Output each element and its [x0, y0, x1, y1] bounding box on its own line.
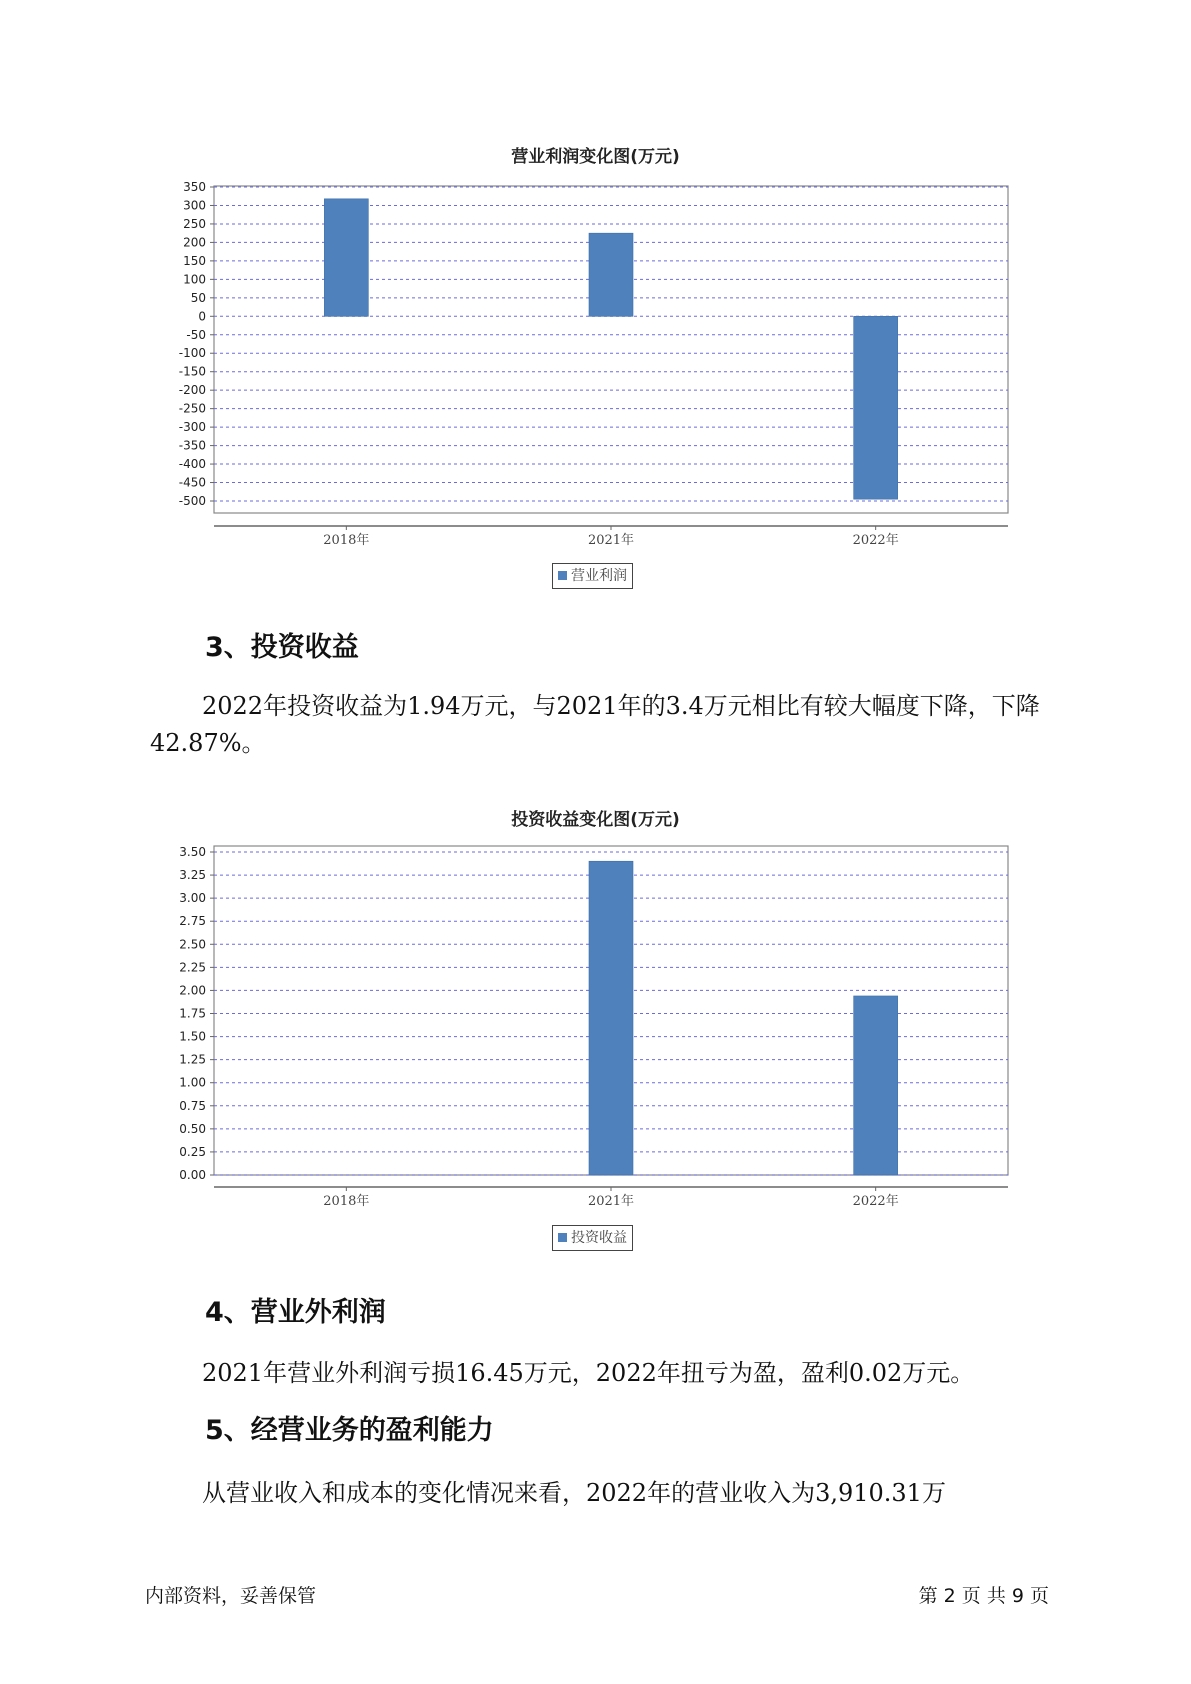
chart2-legend-label: 投资收益 — [571, 1230, 627, 1246]
y-tick-label: -50 — [186, 327, 206, 342]
y-tick-label: 0.50 — [179, 1121, 206, 1136]
x-tick-label: 2018年 — [323, 1194, 370, 1209]
legend-swatch — [558, 571, 567, 580]
bar — [854, 996, 898, 1175]
y-tick-label: 0 — [198, 309, 206, 324]
y-tick-label: 2.00 — [179, 983, 206, 998]
y-tick-label: 2.25 — [179, 960, 206, 975]
y-tick-label: -100 — [178, 346, 206, 361]
y-tick-label: 1.00 — [179, 1075, 206, 1090]
footer-confidential-note: 内部资料，妥善保管 — [145, 1585, 317, 1607]
y-tick-label: 350 — [183, 180, 206, 194]
legend-swatch — [558, 1233, 567, 1242]
chart1-area — [0, 170, 1191, 548]
y-tick-label: 200 — [183, 235, 206, 250]
investment-income-chart — [0, 838, 1191, 1209]
bar — [589, 861, 633, 1175]
chart2-legend — [552, 1225, 633, 1251]
y-tick-label: 1.50 — [179, 1029, 206, 1044]
chart1-legend-label: 营业利润 — [571, 568, 627, 584]
x-tick-label: 2021年 — [587, 533, 635, 548]
y-tick-label: -300 — [178, 420, 206, 435]
y-tick-label: 3.00 — [179, 891, 206, 906]
section-3-heading: 3、投资收益 — [205, 632, 359, 663]
y-tick-label: 0.75 — [179, 1098, 206, 1113]
y-tick-label: 0.00 — [179, 1168, 206, 1182]
y-tick-label: -200 — [178, 383, 206, 398]
x-tick-label: 2022年 — [852, 1194, 899, 1209]
x-tick-label: 2021年 — [587, 1194, 635, 1209]
bar — [324, 199, 368, 316]
chart1-legend — [552, 563, 633, 589]
x-tick-label: 2018年 — [323, 533, 370, 548]
section-5-paragraph: 从营业收入和成本的变化情况来看，2022年的营业收入为3,910.31万 — [202, 1479, 946, 1507]
section-4-paragraph: 2021年营业外利润亏损16.45万元，2022年扭亏为盈，盈利0.02万元。 — [202, 1359, 975, 1387]
y-tick-label: 300 — [183, 198, 206, 213]
y-tick-label: 3.50 — [179, 845, 206, 859]
chart1-title: 营业利润变化图(万元) — [511, 147, 680, 167]
y-tick-label: 3.25 — [179, 868, 206, 883]
y-tick-label: 2.50 — [179, 937, 206, 952]
y-tick-label: -500 — [178, 494, 206, 508]
y-tick-label: 0.25 — [179, 1144, 206, 1159]
y-tick-label: -400 — [178, 457, 206, 472]
y-tick-label: 50 — [190, 290, 206, 305]
y-tick-label: 1.25 — [179, 1052, 206, 1067]
chart2-area — [0, 838, 1191, 1209]
operating-profit-chart — [0, 170, 1191, 548]
x-tick-label: 2022年 — [852, 533, 899, 548]
bar — [589, 233, 633, 316]
y-tick-label: 250 — [183, 216, 206, 231]
y-tick-label: 2.75 — [179, 914, 206, 929]
footer-page-number: 第 2 页 共 9 页 — [918, 1585, 1049, 1607]
y-tick-label: -450 — [178, 475, 206, 490]
y-tick-label: -250 — [178, 401, 206, 416]
section-3-paragraph: 2022年投资收益为1.94万元，与2021年的3.4万元相比有较大幅度下降，下降42.87%。 — [150, 692, 1040, 757]
chart2-title: 投资收益变化图(万元) — [511, 810, 680, 830]
bar — [854, 316, 898, 499]
y-tick-label: 1.75 — [179, 1006, 206, 1021]
y-tick-label: -350 — [178, 438, 206, 453]
y-tick-label: 150 — [183, 253, 206, 268]
y-tick-label: 100 — [183, 272, 206, 287]
section-4-heading: 4、营业外利润 — [205, 1297, 386, 1328]
y-tick-label: -150 — [178, 364, 206, 379]
section-5-heading: 5、经营业务的盈利能力 — [205, 1415, 494, 1446]
